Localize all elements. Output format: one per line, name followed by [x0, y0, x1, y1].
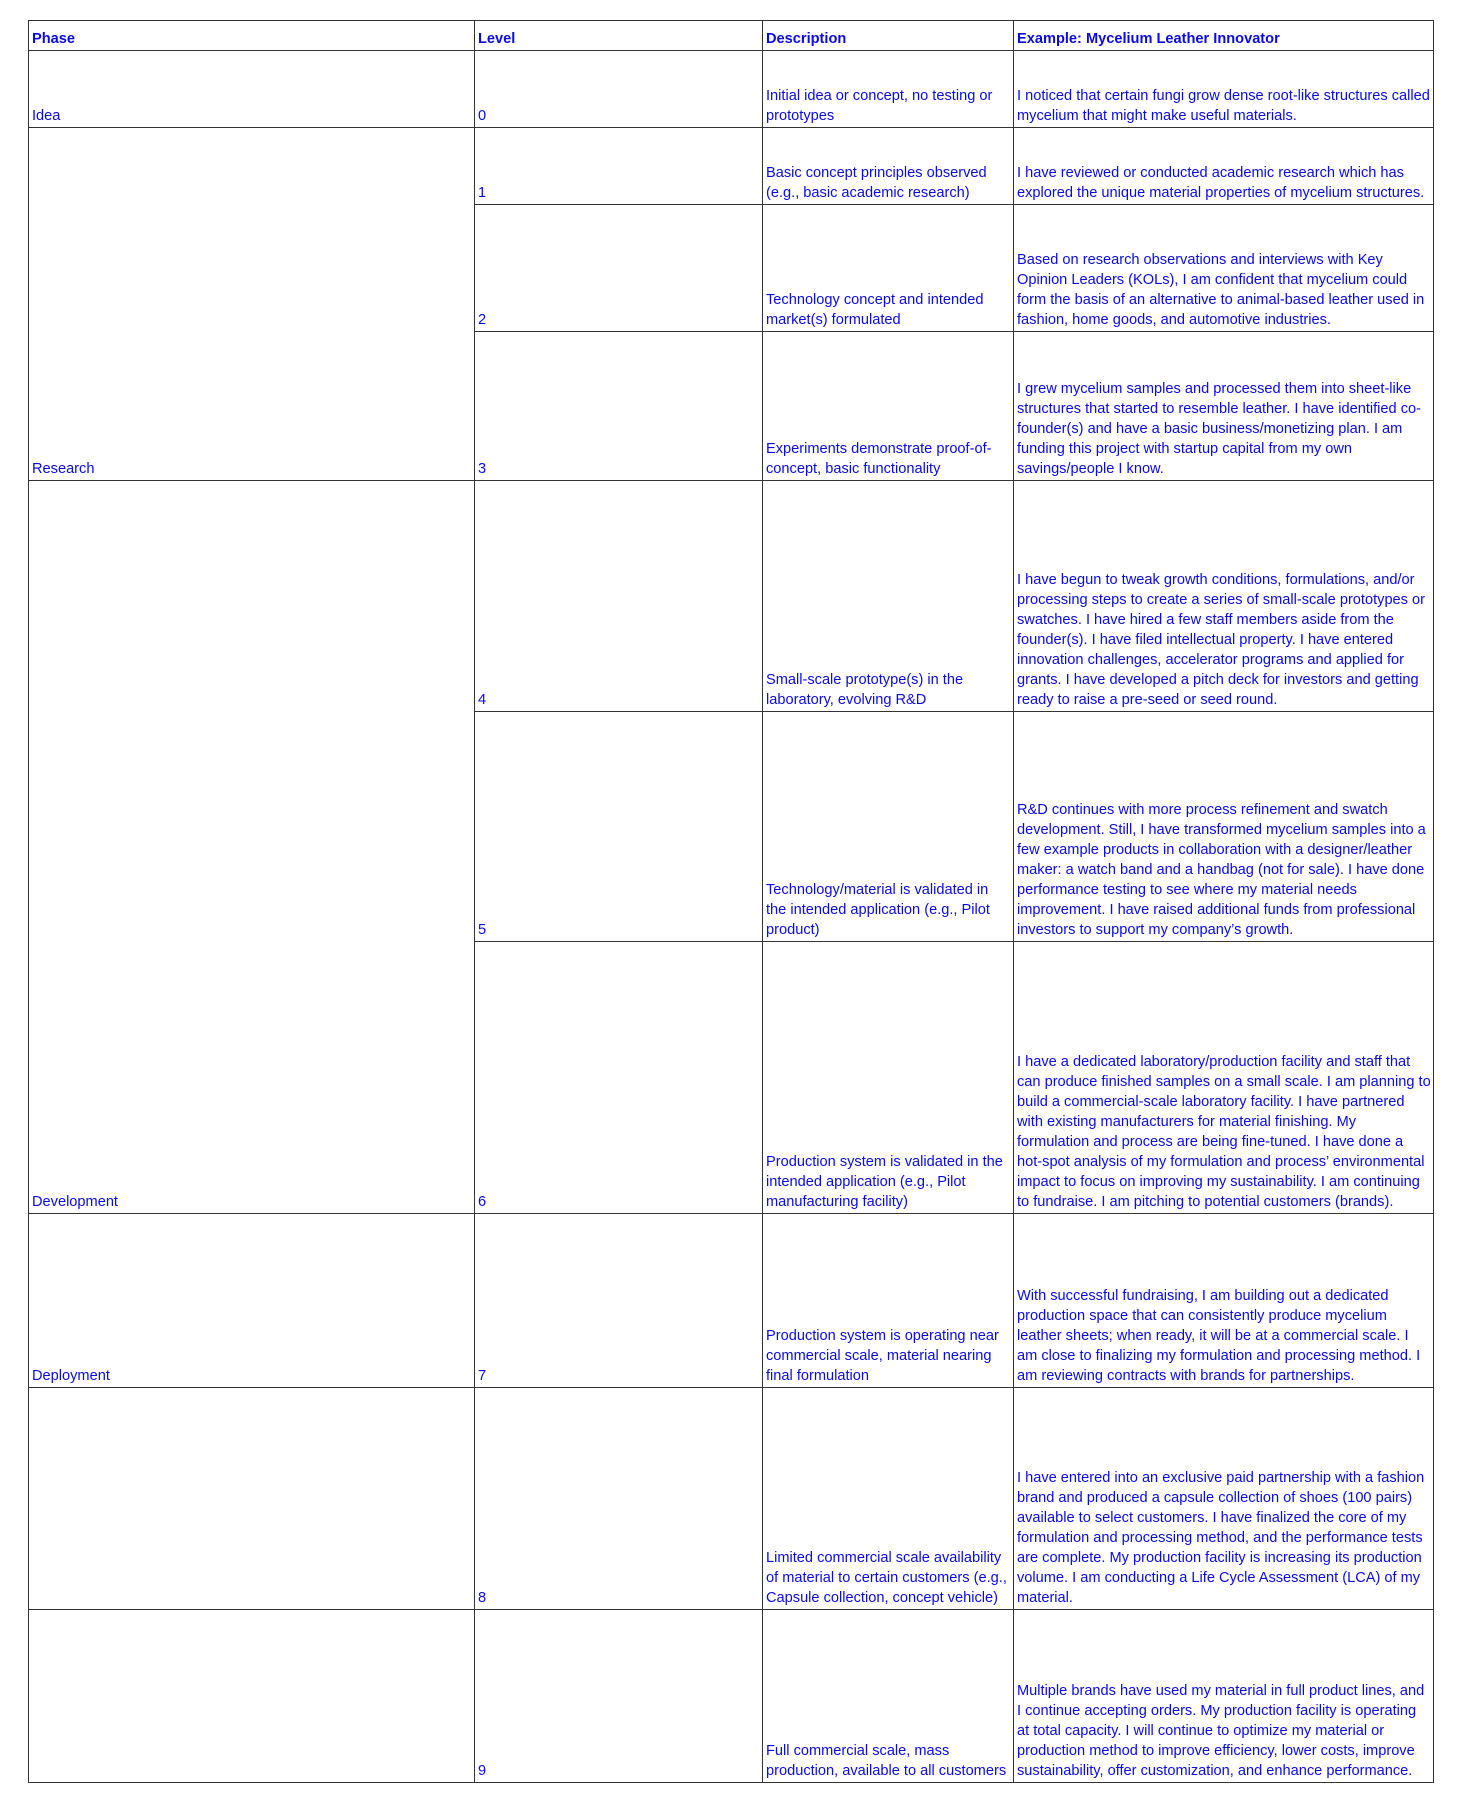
header-level[interactable]: Level [475, 21, 763, 51]
level-cell[interactable]: 0 [475, 51, 763, 128]
description-cell[interactable]: Full commercial scale, mass production, available to all customers [763, 1610, 1014, 1783]
description-cell[interactable]: Small-scale prototype(s) in the laboratory, evolving R&D [763, 481, 1014, 712]
level-cell[interactable]: 3 [475, 332, 763, 481]
level-cell[interactable]: 2 [475, 205, 763, 332]
level-cell[interactable]: 7 [475, 1214, 763, 1388]
level-cell[interactable]: 6 [475, 942, 763, 1214]
example-cell[interactable]: I have entered into an exclusive paid partnership with a fashion brand and produced a capsule collection of shoes (100 pairs) available to select customers. I have finalized the core of my formulation and processing method, and the performance tests are complete. My production facility is increasing its production volume. I am conducting a Life Cycle Assessment (LCA) of my material. [1014, 1388, 1434, 1610]
level-cell[interactable]: 9 [475, 1610, 763, 1783]
example-cell[interactable]: R&D continues with more process refinement and swatch development. Still, I have transformed mycelium samples into a few example products in collaboration with a designer/leather maker: a watch band and a handbag (not for sale). I have done performance testing to see where my material needs improvement. I have raised additional funds from professional investors to support my company’s growth. [1014, 712, 1434, 942]
level-cell[interactable]: 4 [475, 481, 763, 712]
level-cell[interactable]: 1 [475, 128, 763, 205]
phase-cell-idea[interactable]: Idea [29, 51, 475, 128]
phase-cell-research[interactable]: Research [29, 128, 475, 481]
example-cell[interactable]: I have a dedicated laboratory/production facility and staff that can produce finished samples on a small scale. I am planning to build a commercial-scale laboratory facility. I have partnered with existing manufacturers for material finishing. My formulation and process are being fine-tuned. I have done a hot-spot analysis of my formulation and process’ environmental impact to focus on improving my sustainability. I am continuing to fundraise. I am pitching to potential customers (brands). [1014, 942, 1434, 1214]
phase-cell-deployment[interactable]: Deployment [29, 1214, 475, 1388]
example-cell[interactable]: I have begun to tweak growth conditions, formulations, and/or processing steps to create a series of small-scale prototypes or swatches. I have hired a few staff members aside from the founder(s). I have filed intellectual property. I have entered innovation challenges, accelerator programs and applied for grants. I have developed a pitch deck for investors and getting ready to raise a pre-seed or seed round. [1014, 481, 1434, 712]
description-cell[interactable]: Experiments demonstrate proof-of-concept, basic functionality [763, 332, 1014, 481]
phase-cell-development[interactable]: Development [29, 481, 475, 1214]
header-phase[interactable]: Phase [29, 21, 475, 51]
table-row [29, 481, 1434, 712]
table-row [29, 1610, 1434, 1783]
description-cell[interactable]: Production system is operating near commercial scale, material nearing final formulation [763, 1214, 1014, 1388]
phase-cell-empty[interactable] [29, 1610, 475, 1783]
phase-cell-empty[interactable] [29, 1388, 475, 1610]
example-cell[interactable]: I have reviewed or conducted academic research which has explored the unique material properties of mycelium structures. [1014, 128, 1434, 205]
table-row [29, 128, 1434, 205]
description-cell[interactable]: Initial idea or concept, no testing or prototypes [763, 51, 1014, 128]
example-cell[interactable]: I noticed that certain fungi grow dense root-like structures called mycelium that might make useful materials. [1014, 51, 1434, 128]
example-cell[interactable]: Based on research observations and interviews with Key Opinion Leaders (KOLs), I am confident that mycelium could form the basis of an alternative to animal-based leather used in fashion, home goods, and automotive industries. [1014, 205, 1434, 332]
description-cell[interactable]: Technology/material is validated in the intended application (e.g., Pilot product) [763, 712, 1014, 942]
table-row [29, 51, 1434, 128]
table-row [29, 1388, 1434, 1610]
header-row [29, 21, 1434, 51]
example-cell[interactable]: Multiple brands have used my material in full product lines, and I continue accepting orders. My production facility is operating at total capacity. I will continue to optimize my material or production method to improve efficiency, lower costs, improve sustainability, offer customization, and enhance performance. [1014, 1610, 1434, 1783]
description-cell[interactable]: Technology concept and intended market(s) formulated [763, 205, 1014, 332]
description-cell[interactable]: Basic concept principles observed (e.g., basic academic research) [763, 128, 1014, 205]
level-cell[interactable]: 5 [475, 712, 763, 942]
header-example[interactable]: Example: Mycelium Leather Innovator [1014, 21, 1434, 51]
spreadsheet [28, 20, 1433, 1783]
header-description[interactable]: Description [763, 21, 1014, 51]
level-cell[interactable]: 8 [475, 1388, 763, 1610]
table-row [29, 1214, 1434, 1388]
description-cell[interactable]: Limited commercial scale availability of material to certain customers (e.g., Capsule collection, concept vehicle) [763, 1388, 1014, 1610]
example-cell[interactable]: With successful fundraising, I am building out a dedicated production space that can consistently produce mycelium leather sheets; when ready, it will be at a commercial scale. I am close to finalizing my formulation and processing method. I am reviewing contracts with brands for partnerships. [1014, 1214, 1434, 1388]
readiness-level-table [28, 20, 1434, 1783]
example-cell[interactable]: I grew mycelium samples and processed them into sheet-like structures that started to resemble leather. I have identified co-founder(s) and have a basic business/monetizing plan. I am funding this project with startup capital from my own savings/people I know. [1014, 332, 1434, 481]
description-cell[interactable]: Production system is validated in the intended application (e.g., Pilot manufacturing facility) [763, 942, 1014, 1214]
